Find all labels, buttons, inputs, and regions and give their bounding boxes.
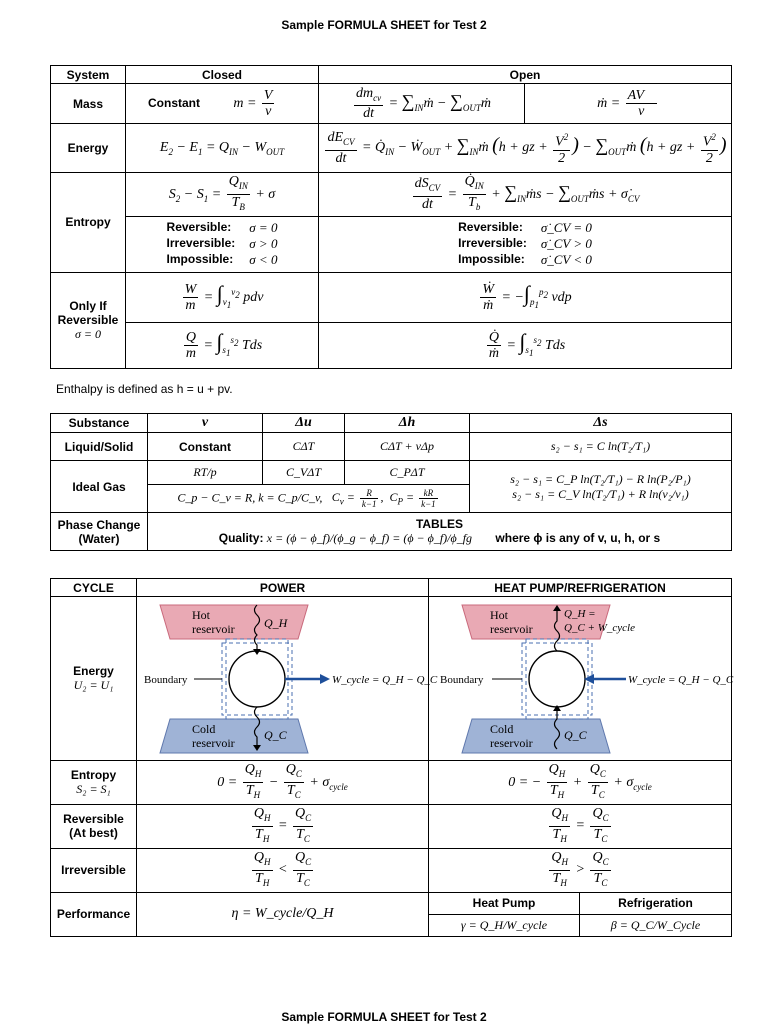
row-mass-label: Mass <box>51 84 126 124</box>
liquid-du: CΔT <box>263 433 345 461</box>
refrigeration-head: Refrigeration <box>580 892 732 914</box>
row-ideal-label: Ideal Gas <box>51 461 148 513</box>
power-reversible-eq: $\frac{Q_H}{T_H}$ = $\frac{Q_C}{T_C}$ <box>137 804 429 848</box>
work-open-eq: $\frac{\text{Ẇ}}{\text{ṁ}}$ = $-\int_{p_1}^{p_2}$ vdp <box>319 272 732 322</box>
hp-work-label: W_cycle = Q_H − Q_C <box>628 673 734 686</box>
refrigeration-cop-eq: β = Q_C/W_Cycle <box>580 914 732 936</box>
ideal-relations: C_p − C_v = R, k = C_p/C_v, $C_v$ = $\frac{R}{k-1}$ , $C_P$ = $\frac{kR}{k-1}$ <box>148 485 470 513</box>
cold-label-2: reservoir <box>191 735 235 750</box>
footer-title: Sample FORMULA SHEET for Test 2 <box>281 1010 487 1024</box>
row-phase-label: Phase Change (Water) <box>51 513 148 551</box>
power-performance-eq: η = W_cycle/Q_H <box>137 892 429 936</box>
header-closed: Closed <box>126 66 319 84</box>
header-v: v <box>148 414 263 433</box>
hp-qh-label: Q_H = <box>564 607 596 620</box>
entropy-closed-conditions: Reversible: σ = 0 Irreversible: σ > 0 Impossible: σ < 0 <box>126 216 319 272</box>
row-performance-label: Performance <box>51 892 137 936</box>
hp-hot-label-2: reservoir <box>490 621 533 636</box>
substance-table <box>50 413 732 551</box>
row-cycle-irreversible-label: Irreversible <box>51 848 137 892</box>
heatpump-cycle-diagram <box>432 599 734 759</box>
hp-hot-label: Hot <box>490 607 508 622</box>
ideal-du: C_VΔT <box>263 461 345 485</box>
hp-irreversible-eq: $\frac{Q_H}{T_H}$ > $\frac{Q_C}{T_C}$ <box>429 848 732 892</box>
hp-cold-label: Cold <box>490 721 514 736</box>
entropy-open-eq: $\frac{dS_{CV}}{dt}$ = $\frac{Q̇_{IN}}{T_b}$ + $\sum_{IN}ṁs$ − $\sum_{OUT}ṁs$ + $\sigmȧ_{CV}$ <box>319 173 732 217</box>
heat-closed-eq: $\frac{Q}{m}$ = $\int_{s_1}^{s_2}$ Tds <box>126 322 319 368</box>
mass-closed-text: Constant <box>148 95 200 110</box>
row-cycle-entropy-label: Entropy S₂ = S₁ <box>51 761 137 805</box>
entropy-open-conditions: Reversible: σ̇_CV = 0 Irreversible: σ̇_CV > 0 Impossible: σ̇_CV < 0 <box>319 216 732 272</box>
hp-circle <box>529 651 585 707</box>
ideal-v: RT/p <box>148 461 263 485</box>
entropy-closed-eq: $S_2 - S_1$ = $\frac{Q_{IN}}{T_B}$ + σ <box>126 173 319 217</box>
hp-cold-reservoir-shape <box>462 719 610 753</box>
header-du: Δu <box>263 414 345 433</box>
header-ds: Δs <box>470 414 732 433</box>
hp-reversible-eq: $\frac{Q_H}{T_H}$ = $\frac{Q_C}{T_C}$ <box>429 804 732 848</box>
header-dh: Δh <box>345 414 470 433</box>
power-cycle-diagram <box>140 599 437 759</box>
liquid-v: Constant <box>148 433 263 461</box>
energy-closed-eq: $E_2 - E_1 = Q_{IN} - W_{OUT}$ <box>126 124 319 173</box>
boundary-label: Boundary <box>143 673 187 686</box>
phase-change-cell: TABLES Quality: x = (ϕ − ϕ_f)/(ϕ_g − ϕ_f) = (ϕ − ϕ_f)/ϕ_fg where ϕ is any of v, u, h, or s <box>148 513 732 551</box>
row-liquid-label: Liquid/Solid <box>51 433 148 461</box>
cold-label: Cold <box>191 721 215 736</box>
mass-open-eq2: ṁ = $\frac{AV⃗}{v}$ <box>525 84 732 124</box>
heatpump-cop-eq: γ = Q_H/W_cycle <box>429 914 580 936</box>
heatpump-cycle-cell <box>429 597 732 761</box>
ideal-dh: C_PΔT <box>345 461 470 485</box>
tables-label: TABLES <box>415 517 464 531</box>
header-substance: Substance <box>51 414 148 433</box>
mass-open-eq1: $\frac{dm_{cv}}{dt}$ = $\sum_{IN}ṁ$ − $\sum_{OUT}ṁ$ <box>319 84 525 124</box>
heat-open-eq: $\frac{Q̇}{\text{ṁ}}$ = $\int_{s_1}^{s_2}$ Tds <box>319 322 732 368</box>
header-heatpump: HEAT PUMP/REFRIGERATION <box>429 579 732 597</box>
liquid-dh: CΔT + vΔp <box>345 433 470 461</box>
header-cycle: CYCLE <box>51 579 137 597</box>
power-cycle-cell <box>137 597 437 761</box>
row-reversible-label: Only If Reversible σ = 0 <box>51 272 126 368</box>
cycle-table <box>50 578 732 937</box>
row-cycle-reversible-label: Reversible (At best) <box>51 804 137 848</box>
hp-qh-label-2: Q_C + W_cycle <box>564 621 635 634</box>
enthalpy-note: Enthalpy is defined as h = u + pv. <box>56 382 233 396</box>
power-irreversible-eq: $\frac{Q_H}{T_H}$ < $\frac{Q_C}{T_C}$ <box>137 848 429 892</box>
row-energy-label: Energy <box>51 124 126 173</box>
header-power: POWER <box>137 579 429 597</box>
mass-closed-eq: m = $\frac{V}{v}$ <box>233 88 273 119</box>
hp-boundary-label: Boundary <box>440 673 484 686</box>
hot-label: Hot <box>191 607 210 622</box>
qh-label: Q_H <box>263 615 287 630</box>
header-open: Open <box>319 66 732 84</box>
conservation-table <box>50 65 732 369</box>
hp-qc-label: Q_C <box>564 727 587 742</box>
engine-circle <box>229 651 285 707</box>
work-closed-eq: $\frac{W}{m}$ = $\int_{v_1}^{v_2}$ pdv <box>126 272 319 322</box>
hp-cold-label-2: reservoir <box>490 735 533 750</box>
quality-eq: x = (ϕ − ϕ_f)/(ϕ_g − ϕ_f) = (ϕ − ϕ_f)/ϕ_fg <box>266 531 473 545</box>
energy-open-eq: $\frac{dE_{CV}}{dt}$ = $Q̇_{IN}$ − Ẇ$_{OUT}$ + $\sum_{IN}ṁ$ (h + gz + $\frac{V^2}{2}$ ) − $\sum_{OUT}ṁ$ (h + gz + $\frac{V^2}{2}$ ) <box>319 124 732 173</box>
hot-label-2: reservoir <box>191 621 235 636</box>
power-entropy-eq: 0 = $\frac{Q_H}{T_H}$ − $\frac{Q_C}{T_C}$ + $\sigma_{cycle}$ <box>137 761 429 805</box>
qc-label: Q_C <box>263 727 287 742</box>
hp-entropy-eq: 0 = − $\frac{Q_H}{T_H}$ + $\frac{Q_C}{T_C}$ + $\sigma_{cycle}$ <box>429 761 732 805</box>
page-title: Sample FORMULA SHEET for Test 2 <box>281 18 487 32</box>
mass-closed <box>126 84 319 124</box>
heatpump-head: Heat Pump <box>429 892 580 914</box>
row-entropy-label: Entropy <box>51 173 126 273</box>
work-label: W_cycle = Q_H − Q_C <box>331 673 437 686</box>
row-cycle-energy-label: Energy U₂ = U₁ <box>51 597 137 761</box>
ideal-ds: s₂ − s₁ = C_P ln(T₂/T₁) − R ln(P₂/P₁) s₂ − s₁ = C_V ln(T₂/T₁) + R ln(v₂/v₁) <box>470 461 732 513</box>
liquid-ds: s₂ − s₁ = C ln(T₂/T₁) <box>470 433 732 461</box>
header-system: System <box>51 66 126 84</box>
phase-where: where ϕ is any of v, u, h, or s <box>495 531 661 545</box>
